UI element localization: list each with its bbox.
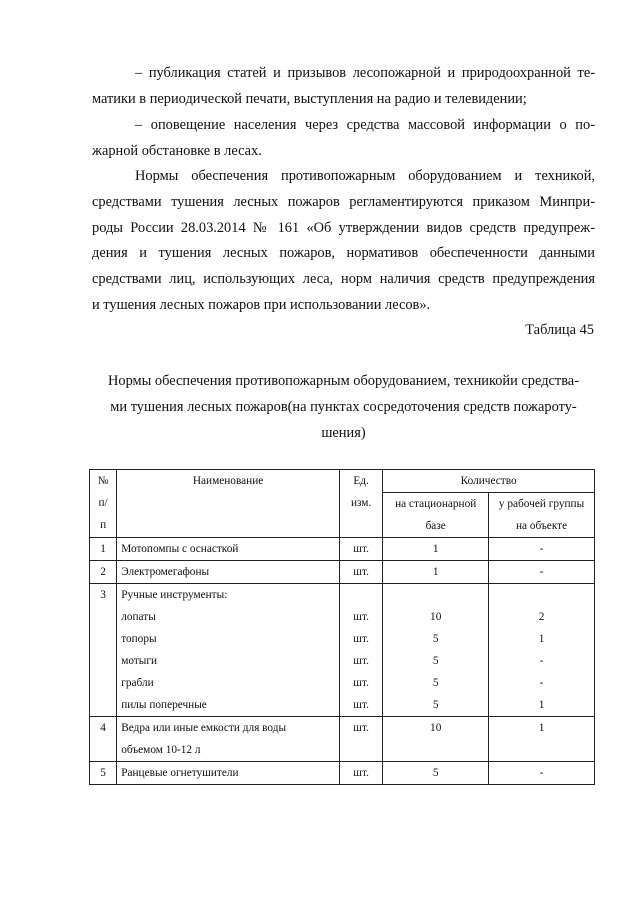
table-row (90, 538, 595, 561)
header-group: у рабочей группы на объекте (489, 493, 595, 538)
cell-group: - (489, 561, 595, 584)
table-header-row (90, 470, 595, 493)
cell-stationary: 5 (383, 762, 489, 785)
text-line: Нормы обеспечения противопожарным оборудованием и техникой, (135, 168, 595, 184)
text-line: матики в периодической печати, выступления на радио и телевидении; (92, 90, 527, 107)
cell-unit: шт. (339, 762, 382, 785)
cell-name: Ручные инструменты: лопаты топоры мотыги грабли пилы поперечные (117, 584, 340, 717)
cell-stationary: 1 (383, 538, 489, 561)
header-unit: Ед. изм. (339, 470, 382, 538)
table-title-line: шения) (321, 425, 366, 441)
text-line: средствами тушения лесных пожаров регламентируются приказом Минпри- (92, 193, 595, 210)
cell-group: - (489, 538, 595, 561)
cell-unit: шт. (339, 538, 382, 561)
equipment-norms-table (89, 469, 595, 785)
table-title (92, 368, 595, 446)
table-row (90, 584, 595, 717)
table-title-line: ми тушения лесных пожаров(на пунктах сосредоточения средств пожароту- (110, 399, 577, 415)
table-row (90, 561, 595, 584)
cell-number: 2 (90, 561, 117, 584)
header-stationary: на стационарной базе (383, 493, 489, 538)
cell-group: - (489, 762, 595, 785)
paragraph-notification (92, 113, 595, 165)
table-title-line: Нормы обеспечения противопожарным оборудованием, техникойи средства- (107, 373, 579, 389)
cell-name: Электромегафоны (117, 561, 340, 584)
header-number: № п/ п (90, 470, 117, 538)
cell-number: 5 (90, 762, 117, 785)
text-line: и тушения лесных пожаров при использовании лесов». (92, 296, 431, 313)
table-row (90, 717, 595, 762)
cell-number: 3 (90, 584, 117, 717)
text-line: – оповещение населения через средства массовой информации о по- (135, 117, 595, 133)
cell-name: Мотопомпы с оснасткой (117, 538, 340, 561)
cell-stationary: 10 5 5 5 5 (383, 584, 489, 717)
paragraph-norms (92, 164, 595, 319)
cell-name: Ведра или иные емкости для воды объемом 10-12 л (117, 717, 340, 762)
cell-unit: шт. (339, 717, 382, 762)
cell-number: 1 (90, 538, 117, 561)
paragraph-publication (92, 61, 595, 113)
text-line: – публикация статей и призывов лесопожарной и природоохранной те- (135, 65, 595, 81)
cell-stationary: 10 (383, 717, 489, 762)
cell-stationary: 1 (383, 561, 489, 584)
cell-unit: шт. шт. шт. шт. шт. (339, 584, 382, 717)
cell-group: 1 (489, 717, 595, 762)
table-number-caption: Таблица 45 (525, 322, 594, 338)
table-row (90, 762, 595, 785)
text-line: дения и тушения лесных пожаров, нормативов обеспеченности данными (92, 245, 595, 262)
cell-group: 2 1 - - 1 (489, 584, 595, 717)
text-line: жарной обстановке в лесах. (92, 142, 262, 159)
text-line: средствами лиц, использующих леса, норм наличия средств предупреждения (92, 271, 595, 288)
text-line: роды России 28.03.2014 № 161 «Об утверждении видов средств предупреж- (92, 219, 595, 236)
cell-number: 4 (90, 717, 117, 762)
header-quantity: Количество (383, 470, 595, 493)
cell-unit: шт. (339, 561, 382, 584)
header-name: Наименование (117, 470, 340, 538)
cell-name: Ранцевые огнетушители (117, 762, 340, 785)
